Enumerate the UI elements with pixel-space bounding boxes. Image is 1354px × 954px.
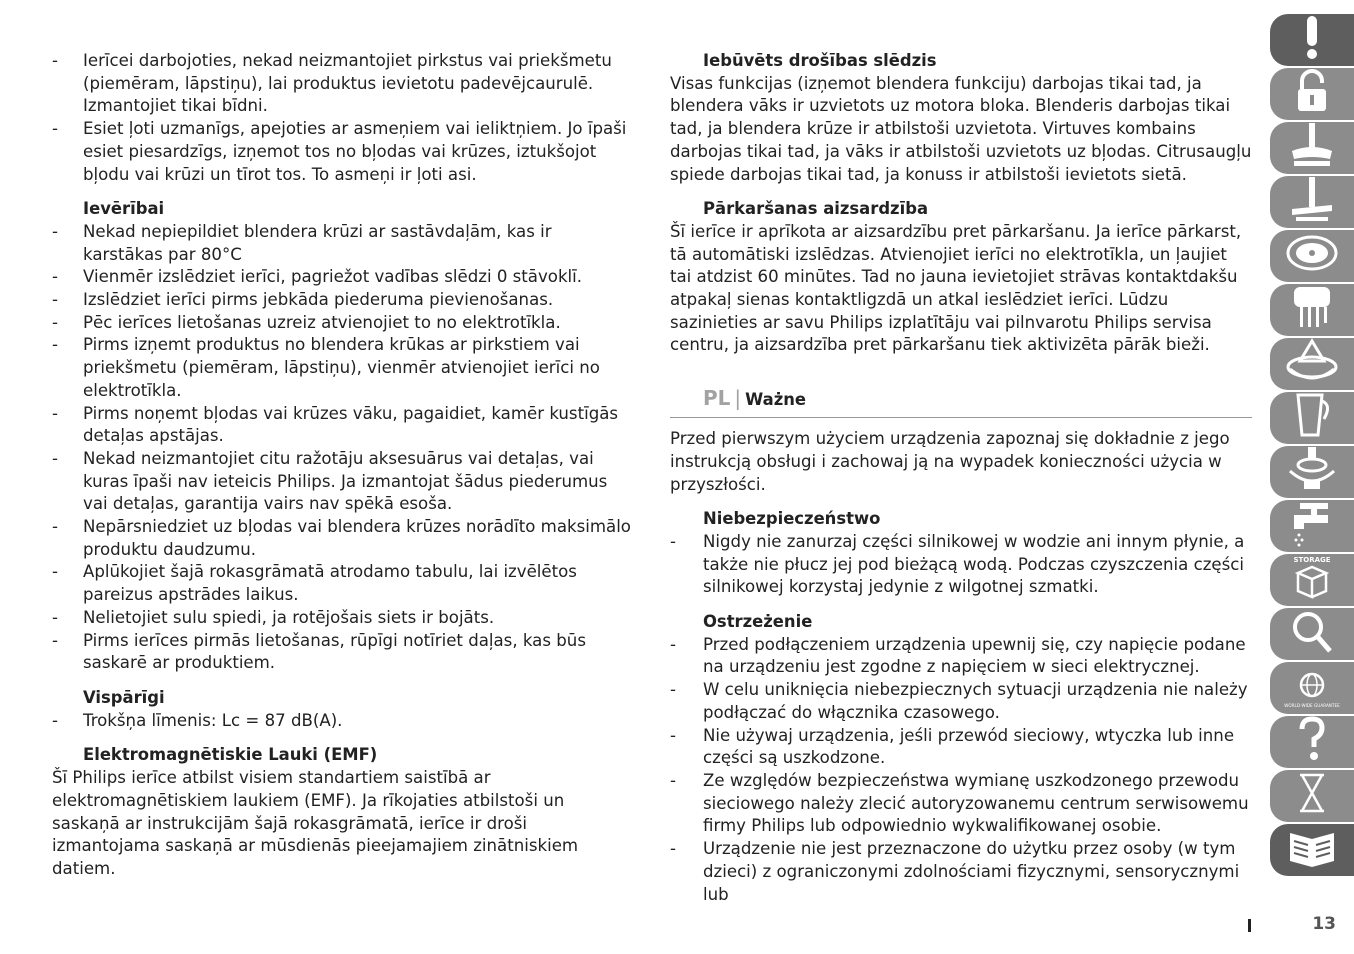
list-item: - Izslēdziet ierīci pirms jebkāda piederuma pievienošanas. — [52, 290, 554, 310]
pl-intro-paragraph: Przed pierwszym użyciem urządzenia zapoznaj się dokładnie z jego instrukcją obsługi i zachowaj ją na wypadek konieczności użycia w przyszłości. — [670, 429, 1230, 494]
exclamation-icon — [1284, 13, 1340, 68]
tab-tap[interactable] — [1270, 500, 1354, 552]
whisk-icon — [1284, 283, 1340, 338]
tab-guarantee[interactable] — [1270, 662, 1354, 714]
list-item: - Pirms izņemt produktus no blendera krūkas ar pirkstiem vai priekšmetu (piemēram, lāpstiņu), vienmēr atvienojiet ierīci no elektrotīkla. — [52, 335, 600, 400]
tab-manual-book[interactable] — [1270, 824, 1354, 876]
list-item: - W celu uniknięcia niebezpiecznych sytuacji urządzenia nie należy podłączać do włącznika czasowego. — [670, 680, 1248, 722]
language-code: PL — [703, 386, 731, 411]
unlock-icon — [1284, 67, 1340, 122]
citrus-press-icon — [1284, 337, 1340, 392]
list-item: - Pirms noņemt bļodas vai krūzes vāku, pagaidiet, kamēr kustīgās detaļas apstājas. — [52, 403, 619, 446]
section-heading-danger: Niebezpieczeństwo — [703, 509, 881, 529]
juicer-icon — [1284, 445, 1340, 500]
section-heading-overheat: Pārkaršanas aizsardzība — [703, 199, 929, 219]
hourglass-icon — [1284, 769, 1340, 824]
list-item: - Pēc ierīces lietošanas uzreiz atvienojiet to no elektrotīkla. — [52, 312, 561, 332]
overheat-paragraph: Šī ierīce ir aprīkota ar aizsardzību pret pārkaršanu. Ja ierīce pārkarst, tā automātiski izslēdzas. Atvienojiet ierīci no elektrotīkla, un ļaujiet tai atdzist 60 minūtes. Tad no jauna ievietojiet strāvas kontaktdakšu atpakaļ sienas kontaktligzdā un atkal ieslēdziet ierīci. Lūdzu sazinieties ar savu Philips izplatītāju vai pilnvarotu Philips servisa centru, ja aizsardzība pret pārkaršanu tiek aktivizēta pārāk bieži. — [670, 221, 1242, 355]
list-item: - Nigdy nie zanurzaj części silnikowej w wodzie ani innym płynie, a także nie płucz jej pod bieżącą wodą. Podczas czyszczenia części silnikowej korzystaj jedynie z wilgotnej szmatki. — [670, 531, 1245, 597]
section-heading-safety-switch: Iebūvēts drošības slēdzis — [703, 51, 937, 70]
list-item: - Nekad neizmantojiet citu ražotāju aksesuārus vai detaļas, vai kuras īpaši nav ieteicis Philips. Ja izmantojat šādus piederumus vai detaļas, garantija vairs nav spēkā esoša. — [52, 448, 608, 514]
tab-jug[interactable] — [1270, 392, 1354, 444]
list-item: - Ze względów bezpieczeństwa wymianę uszkodzonego przewodu sieciowego należy zlecić autoryzowanemu centrum serwisowemu firmy Philips lub odpowiednio wykwalifikowanej osobie. — [670, 770, 1249, 836]
section-heading-emf: Elektromagnētiskie Lauki (EMF) — [83, 745, 378, 765]
tab-chopper-blade[interactable] — [1270, 176, 1354, 228]
left-column — [52, 50, 634, 881]
tab-blender-blade[interactable] — [1270, 122, 1354, 174]
tab-hourglass[interactable] — [1270, 770, 1354, 822]
globe-icon — [1284, 661, 1340, 716]
storage-text: STORAGE — [1293, 555, 1331, 564]
tap-icon — [1284, 499, 1340, 554]
chopper-blade-icon — [1284, 175, 1340, 230]
magnifier-icon — [1284, 607, 1340, 662]
list-item: - Nekad nepiepildiet blendera krūzi ar sastāvdaļām, kas ir karstākas par 80°C — [52, 221, 552, 264]
emf-paragraph: Šī Philips ierīce atbilst visiem standartiem saistībā ar elektromagnētiskiem laukiem (EMF). Ja rīkojaties atbilstoši un saskaņā ar instrukcijām šajā rokasgrāmatā, ierīce ir droši izmantojama saskaņā ar mūsdienās pieejamajiem zinātniskiem datiem. — [52, 768, 579, 878]
tab-unlock[interactable] — [1270, 68, 1354, 120]
language-section-title: Ważne — [745, 390, 807, 410]
section-heading-general: Vispārīgi — [83, 687, 165, 707]
section-heading-caution: Ievērībai — [83, 199, 165, 219]
list-item: - Vienmēr izslēdziet ierīci, pagriežot vadības slēdzi 0 stāvoklī. — [52, 267, 583, 287]
list-item: - Pirms ierīces pirmās lietošanas, rūpīgi notīriet daļas, kas būs saskarē ar produktiem. — [52, 630, 586, 673]
guarantee-text: WORLD-WIDE GUARANTEE — [1284, 702, 1340, 708]
tab-exclamation[interactable] — [1270, 14, 1354, 66]
tab-citrus-press[interactable] — [1270, 338, 1354, 390]
language-section-header — [670, 387, 1252, 418]
right-column — [670, 50, 1252, 906]
list-item: - Esiet ļoti uzmanīgs, apejoties ar asmeņiem vai ieliktņiem. Jo īpaši esiet piesardzīgs, izņemot tos no bļodas vai krūzes, iztukšojot bļodu vai krūzi un tīrot tos. To asmeņi ir ļoti asi. — [52, 119, 627, 184]
tab-whisk[interactable] — [1270, 284, 1354, 336]
question-icon — [1284, 715, 1340, 770]
manual-book-icon — [1284, 823, 1340, 878]
list-item: - Ierīcei darbojoties, nekad neizmantojiet pirkstus vai priekšmetu (piemēram, lāpstiņu), lai produktus ievietotu padevējcaurulē. Izmantojiet tikai bīdni. — [52, 51, 612, 116]
jug-icon — [1284, 391, 1340, 446]
tab-storage[interactable] — [1270, 554, 1354, 606]
blender-blade-icon — [1284, 121, 1340, 176]
separator: | — [734, 386, 742, 411]
page-number: 13 — [1312, 914, 1336, 935]
storage-box-icon — [1284, 553, 1340, 608]
list-item: - Nelietojiet sulu spiedi, ja rotējošais siets ir bojāts. — [52, 607, 495, 627]
page-marker — [1248, 919, 1251, 932]
tab-juicer[interactable] — [1270, 446, 1354, 498]
list-item: - Przed podłączeniem urządzenia upewnij się, czy napięcie podane na urządzeniu jest zgodne z napięciem w sieci elektrycznej. — [670, 634, 1246, 677]
list-item: - Nie używaj urządzenia, jeśli przewód sieciowy, wtyczka lub inne części są uszkodzone. — [670, 725, 1235, 768]
list-item: - Nepārsniedziet uz bļodas vai blendera krūzes norādīto maksimālo produktu daudzumu. — [52, 517, 631, 559]
list-item: - Aplūkojiet šajā rokasgrāmatā atrodamo tabulu, lai izvēlētos pareizus apstrādes laikus. — [52, 562, 577, 605]
tab-question[interactable] — [1270, 716, 1354, 768]
caution-list — [52, 221, 634, 675]
tab-disc[interactable] — [1270, 230, 1354, 282]
section-heading-warning: Ostrzeżenie — [703, 612, 813, 632]
disc-icon — [1284, 229, 1340, 284]
list-item: - Trokšņa līmenis: Lc = 87 dB(A). — [52, 710, 343, 730]
safety-switch-paragraph: Visas funkcijas (izņemot blendera funkciju) darbojas tikai tad, ja blendera vāks ir uzvietots uz motora bloka. Blenderis darbojas tikai tad, ja blendera krūze ir atbilstoši uzvietota. Virtuves kombains darbojas tikai tad, ja vāks ir atbilstoši uzvietots uz bļodas. Citrusaugļu spiede darbojas tikai tad, ja konuss ir atbilstoši ievietots sietā. — [670, 73, 1252, 184]
warning-list — [670, 634, 1252, 906]
tab-magnifier[interactable] — [1270, 608, 1354, 660]
list-item: - Urządzenie nie jest przeznaczone do użytku przez osoby (w tym dzieci) z ograniczonymi zdolnościami fizycznymi, sensorycznymi lub — [670, 839, 1240, 904]
